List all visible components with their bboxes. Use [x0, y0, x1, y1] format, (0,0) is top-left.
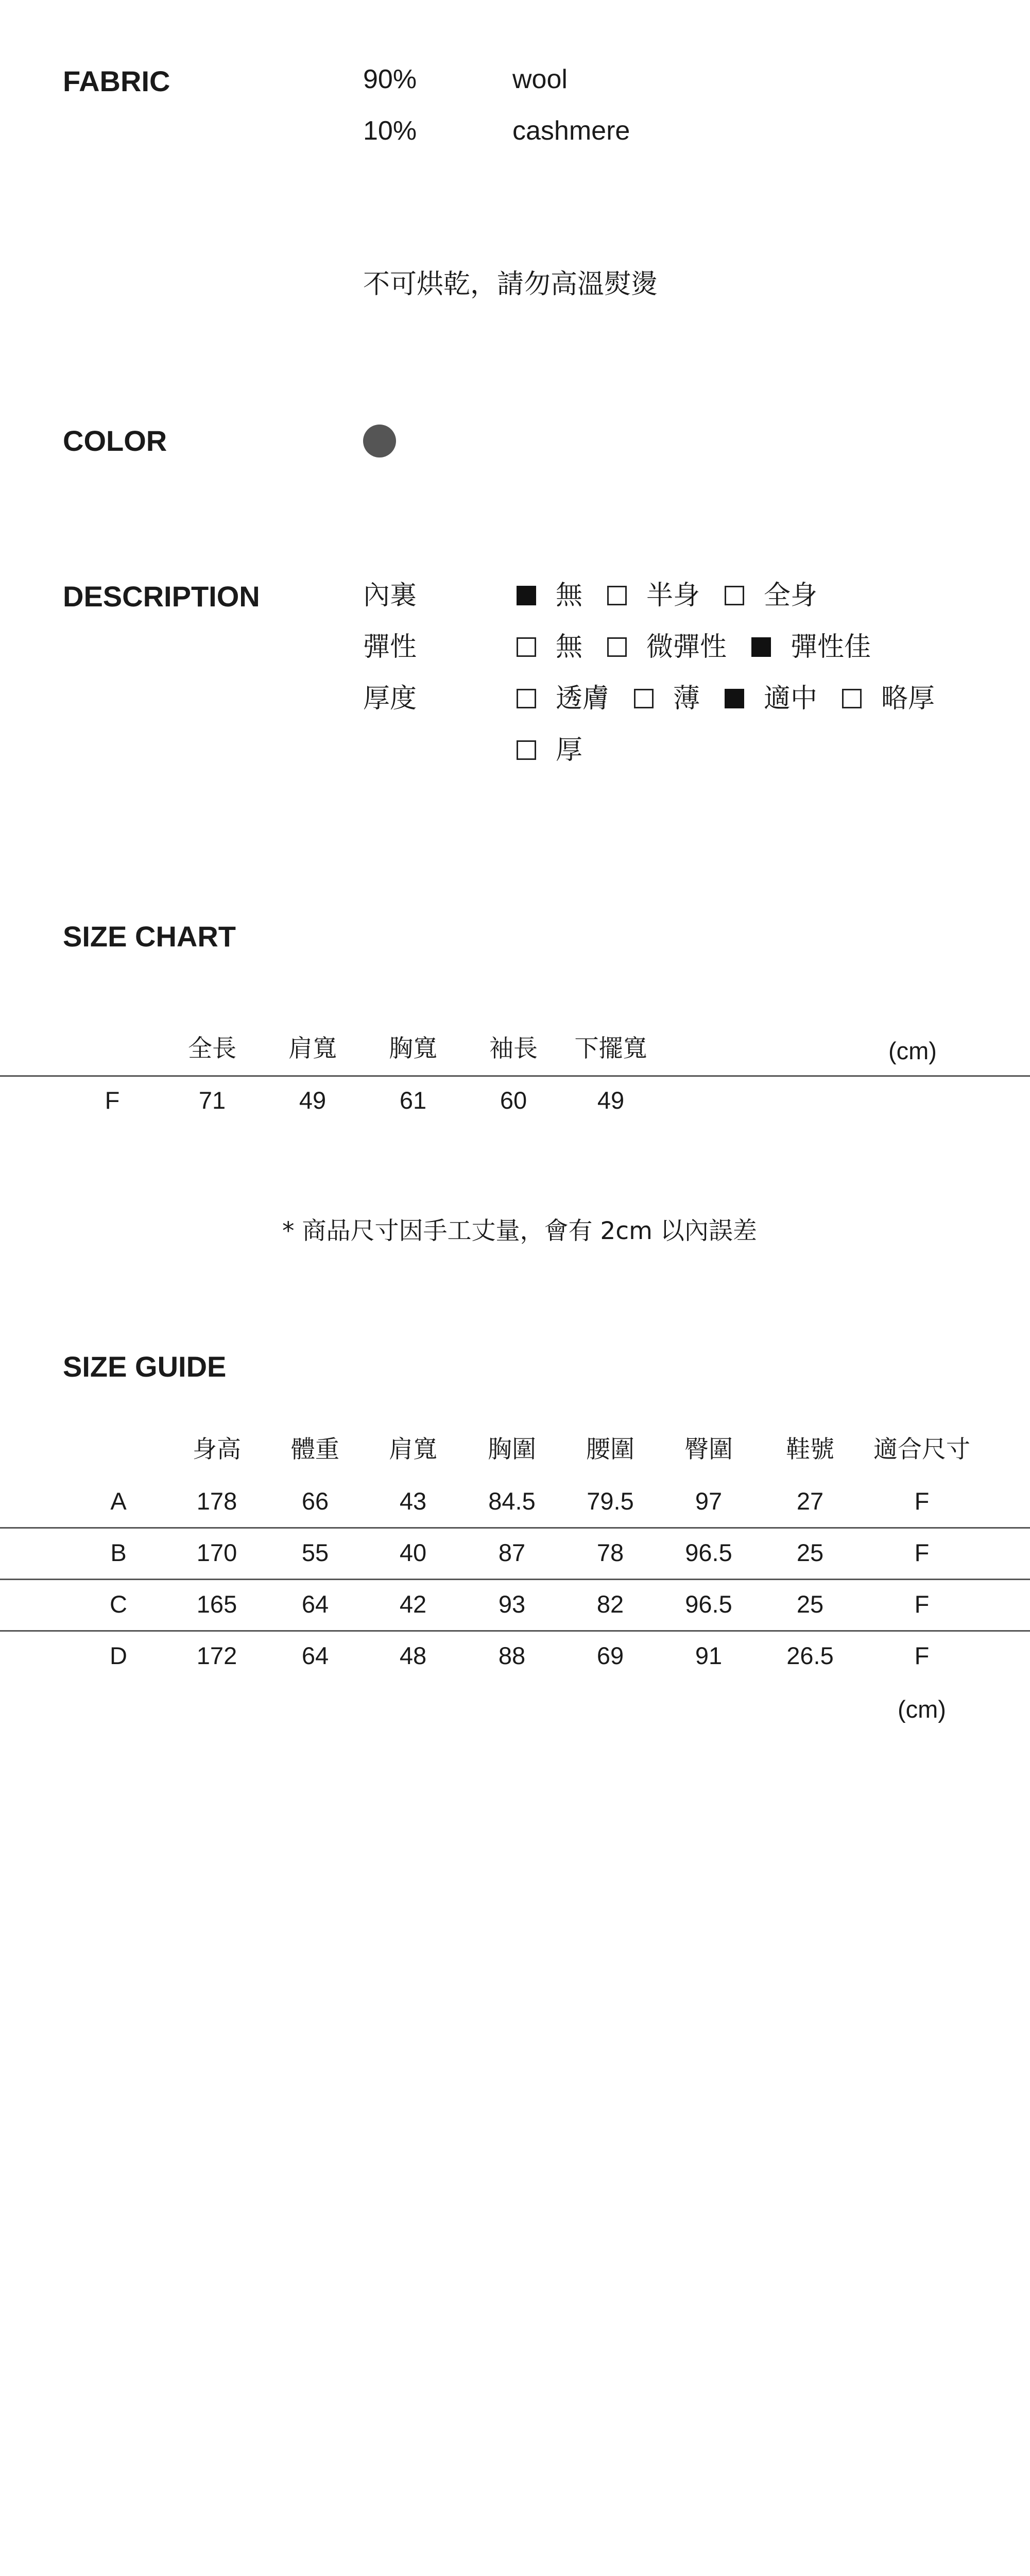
fabric-row — [363, 66, 827, 97]
model-label: A — [110, 1487, 127, 1515]
size-chart-unit: (cm) — [888, 1037, 937, 1064]
row-divider — [0, 1527, 1030, 1529]
size-chart-cell: 60 — [500, 1087, 527, 1114]
description-option — [751, 632, 871, 663]
size-guide-cell: 88 — [498, 1642, 526, 1669]
description-option — [607, 582, 700, 609]
size-guide-cell: 26.5 — [786, 1642, 834, 1669]
size-guide-cell: 87 — [498, 1539, 526, 1566]
size-guide-cell: 79.5 — [587, 1487, 634, 1515]
size-guide-cell: F — [914, 1539, 930, 1566]
fabric-material: wool — [512, 64, 568, 94]
fabric-percent: 90% — [363, 64, 417, 94]
size-guide-cell: 55 — [301, 1539, 329, 1566]
unchecked-box-icon — [517, 740, 536, 760]
description-option — [725, 685, 817, 712]
size-guide-header: 臀圍 — [684, 1435, 733, 1464]
size-guide-cell: 69 — [596, 1642, 624, 1669]
description-option — [517, 582, 582, 609]
size-chart-header: 袖長 — [489, 1035, 538, 1063]
description-options — [517, 685, 959, 712]
model-label: B — [110, 1539, 127, 1566]
option-label: 無 — [556, 580, 583, 611]
size-guide-cell: 40 — [399, 1539, 427, 1566]
color-swatch[interactable] — [363, 425, 396, 457]
row-divider — [0, 1630, 1030, 1632]
size-guide-cell: 48 — [399, 1642, 427, 1669]
description-section-title: DESCRIPTION — [63, 580, 260, 613]
size-chart-header: 全長 — [188, 1035, 236, 1063]
size-chart-header: 胸寬 — [389, 1035, 437, 1063]
option-label: 薄 — [673, 683, 700, 714]
size-guide-cell: F — [914, 1487, 930, 1515]
divider — [0, 1075, 1030, 1077]
description-options — [517, 737, 607, 764]
size-guide-cell: 66 — [301, 1487, 329, 1515]
size-chart-header: 下擺寬 — [574, 1035, 647, 1063]
size-guide-cell: 27 — [796, 1487, 824, 1515]
checked-box-icon — [517, 586, 536, 605]
row-divider — [0, 1579, 1030, 1580]
size-guide-unit: (cm) — [898, 1696, 946, 1723]
size-guide-header: 鞋號 — [786, 1435, 834, 1464]
unchecked-box-icon — [842, 689, 862, 708]
size-guide-cell: 96.5 — [685, 1590, 732, 1618]
description-option — [634, 685, 700, 712]
size-chart-cell: 49 — [597, 1087, 625, 1114]
size-guide-cell: F — [914, 1642, 930, 1669]
size-chart-cell: 61 — [399, 1087, 427, 1114]
size-guide-cell: 93 — [498, 1590, 526, 1618]
size-chart-title: SIZE CHART — [63, 920, 236, 953]
description-options — [517, 632, 896, 663]
option-label: 全身 — [764, 580, 818, 611]
description-row-label: 內裏 — [363, 580, 417, 611]
size-guide-cell: 25 — [796, 1539, 824, 1566]
unchecked-box-icon — [634, 689, 654, 708]
size-guide-header: 肩寬 — [389, 1435, 437, 1464]
unchecked-box-icon — [607, 637, 627, 657]
care-instructions: 不可烘乾，請勿高溫熨燙 — [363, 269, 658, 300]
description-option — [725, 582, 817, 609]
fabric-row — [363, 117, 827, 148]
description-option — [842, 685, 935, 712]
description-row-label: 厚度 — [363, 683, 417, 714]
size-guide-header: 身高 — [193, 1435, 241, 1464]
unchecked-box-icon — [517, 637, 536, 657]
size-guide-header: 腰圍 — [586, 1435, 634, 1464]
option-label: 適中 — [764, 683, 818, 714]
description-option — [517, 737, 582, 764]
size-guide-cell: 96.5 — [685, 1539, 732, 1566]
size-guide-cell: 78 — [596, 1539, 624, 1566]
fabric-material: cashmere — [512, 116, 630, 146]
size-guide-cell: 165 — [196, 1590, 237, 1618]
color-section-title: COLOR — [63, 425, 167, 457]
model-label: C — [110, 1590, 127, 1618]
size-guide-cell: 172 — [196, 1642, 237, 1669]
option-label: 無 — [556, 632, 583, 663]
size-guide-header: 適合尺寸 — [873, 1435, 970, 1464]
description-options — [517, 582, 842, 609]
size-guide-cell: 25 — [796, 1590, 824, 1618]
checked-box-icon — [725, 689, 744, 708]
checked-box-icon — [751, 637, 771, 657]
size-guide-title: SIZE GUIDE — [63, 1350, 227, 1383]
option-label: 厚 — [556, 735, 583, 766]
description-option — [517, 685, 609, 712]
size-guide-cell: 42 — [399, 1590, 427, 1618]
size-guide-cell: 97 — [695, 1487, 723, 1515]
size-chart-header: 肩寬 — [288, 1035, 337, 1063]
fabric-percent: 10% — [363, 116, 417, 146]
option-label: 略厚 — [881, 683, 935, 714]
option-label: 透膚 — [556, 683, 610, 714]
unchecked-box-icon — [607, 586, 627, 605]
size-guide-header: 胸圍 — [488, 1435, 536, 1464]
size-guide-cell: 64 — [301, 1590, 329, 1618]
size-guide-header: 體重 — [291, 1435, 339, 1464]
fabric-section-title: FABRIC — [63, 65, 170, 97]
size-guide-cell: 178 — [196, 1487, 237, 1515]
size-label: F — [105, 1087, 120, 1114]
size-guide-cell: 170 — [196, 1539, 237, 1566]
size-chart-cell: 71 — [198, 1087, 226, 1114]
size-guide-cell: 82 — [596, 1590, 624, 1618]
size-guide-cell: 84.5 — [488, 1487, 536, 1515]
description-option — [517, 632, 583, 663]
model-label: D — [110, 1642, 127, 1669]
size-guide-cell: F — [914, 1590, 930, 1618]
unchecked-box-icon — [517, 689, 536, 708]
option-label: 微彈性 — [646, 632, 727, 663]
option-label: 半身 — [646, 580, 700, 611]
size-guide-cell: 64 — [301, 1642, 329, 1669]
size-chart-cell: 49 — [299, 1087, 327, 1114]
size-guide-cell: 91 — [695, 1642, 723, 1669]
unchecked-box-icon — [725, 586, 744, 605]
size-guide-cell: 43 — [399, 1487, 427, 1515]
size-chart-note: * 商品尺寸因手工丈量，會有 2cm 以內誤差 — [282, 1217, 757, 1245]
description-row-label: 彈性 — [363, 632, 417, 663]
option-label: 彈性佳 — [791, 632, 871, 663]
description-option — [607, 632, 727, 663]
